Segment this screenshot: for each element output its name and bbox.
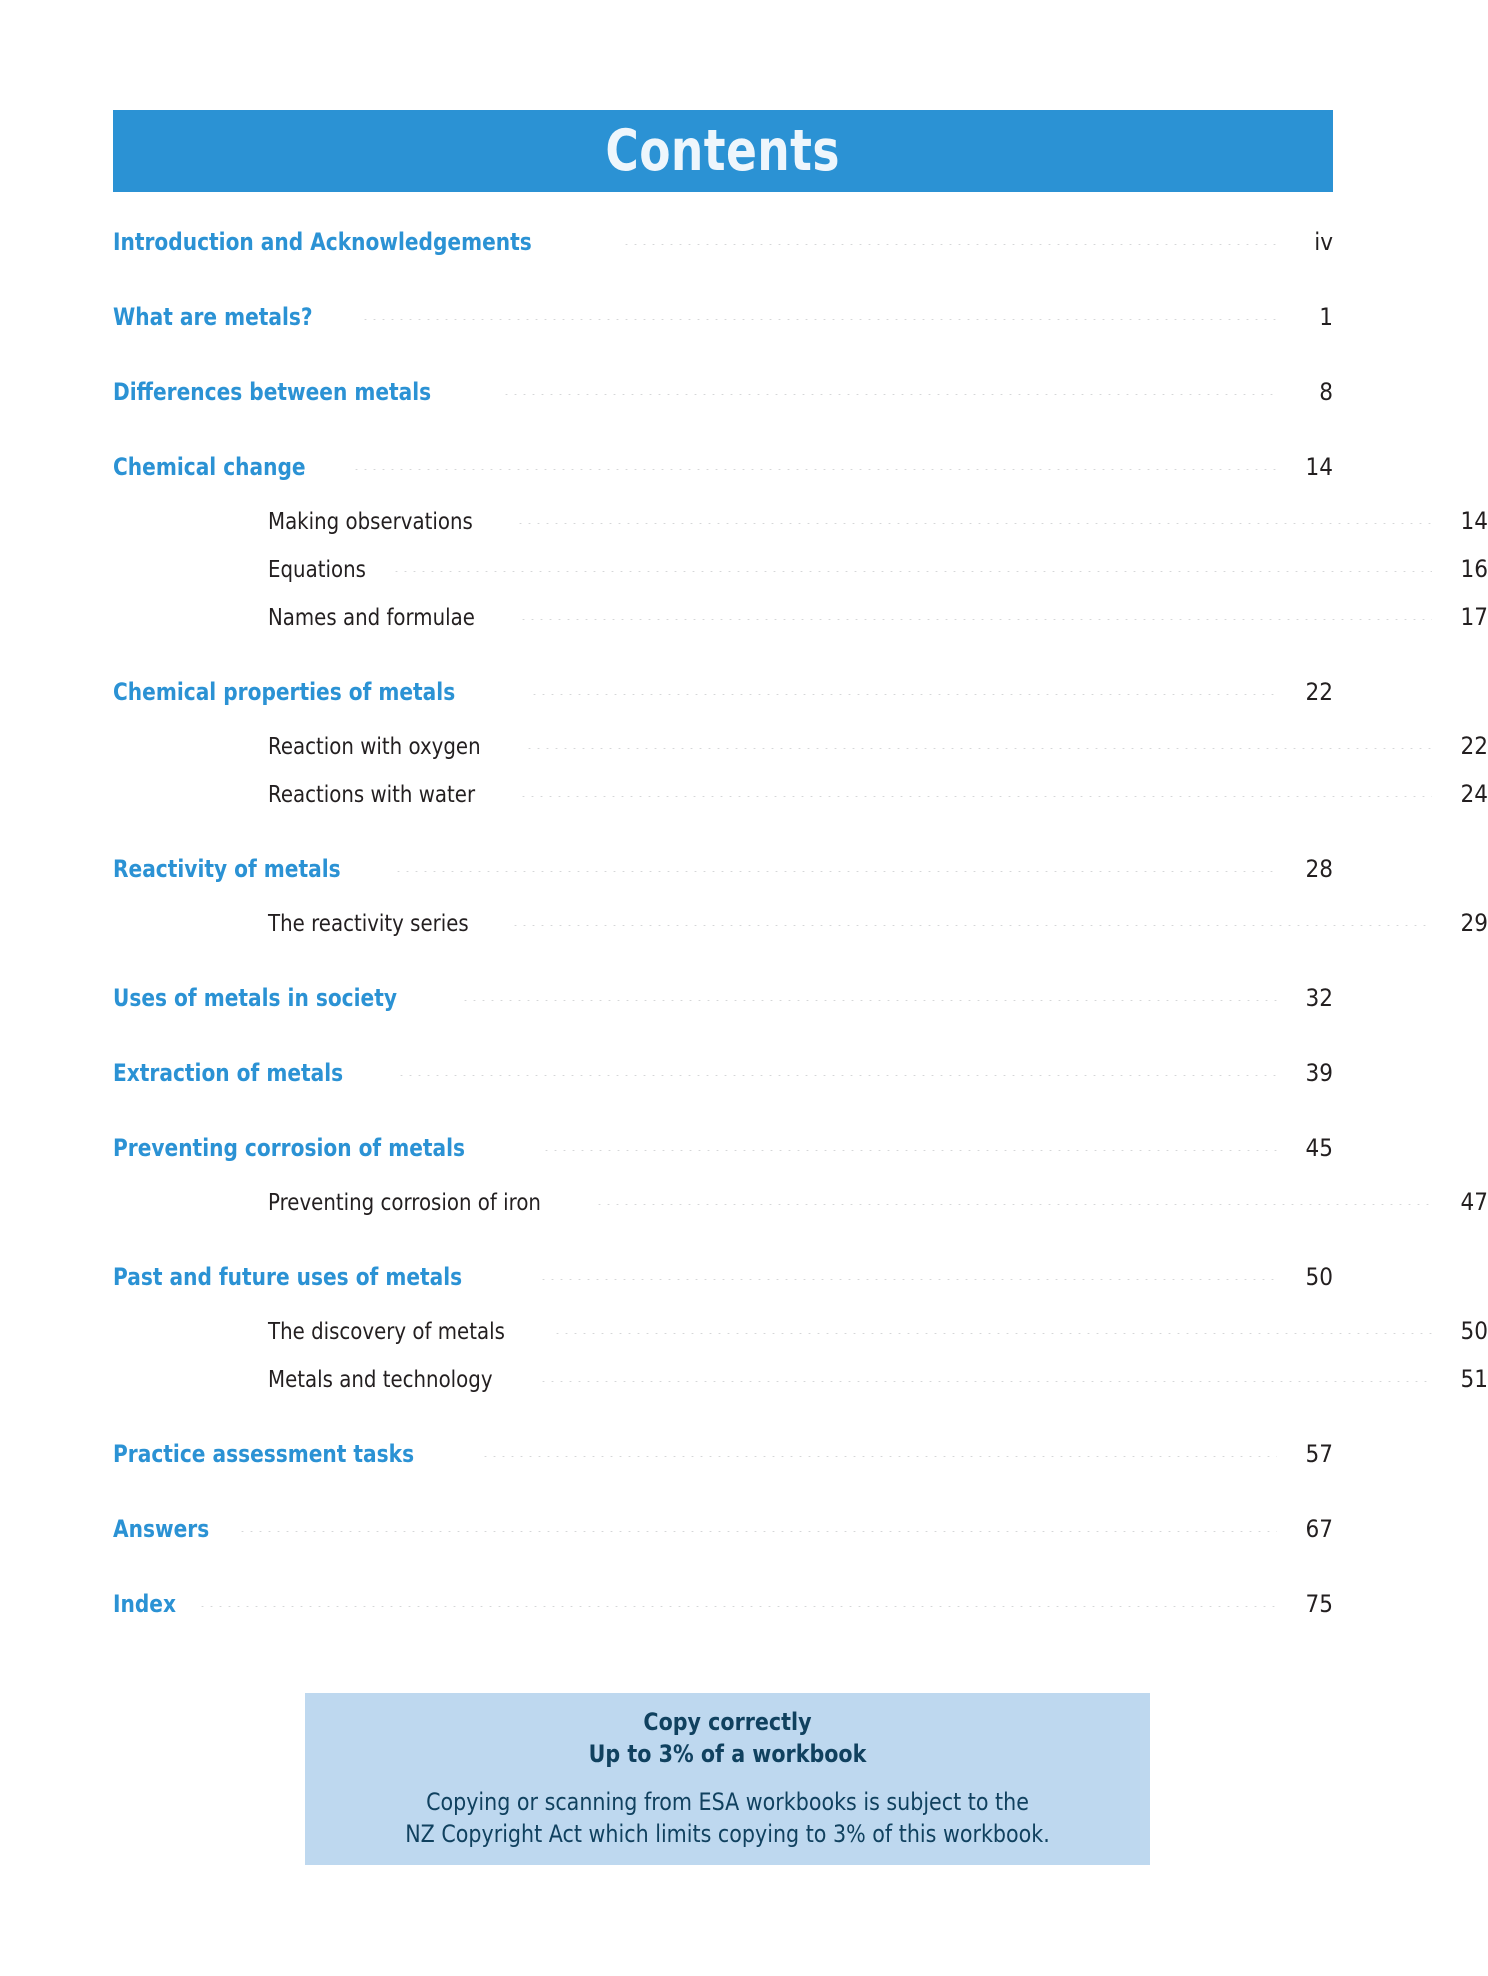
toc-entry[interactable]	[113, 603, 1488, 631]
toc-entry-page-number: 50	[1305, 1263, 1333, 1291]
dot-leader	[461, 1000, 1277, 1001]
dot-leader	[238, 1531, 1277, 1532]
toc-entry-page-number: 47	[1460, 1188, 1488, 1216]
dot-leader	[542, 1150, 1277, 1151]
dot-leader	[361, 319, 1277, 320]
toc-entry-label: Equations	[268, 557, 366, 583]
toc-entry-page-number: 45	[1305, 1134, 1333, 1162]
toc-entry-label: What are metals?	[113, 303, 313, 331]
dot-leader	[539, 1279, 1277, 1280]
toc-entry-label: Chemical change	[113, 453, 306, 481]
toc-entry[interactable]	[113, 678, 1333, 706]
toc-entry[interactable]	[113, 378, 1333, 406]
toc-entry-label: Reaction with oxygen	[268, 734, 481, 760]
toc-entry[interactable]	[113, 984, 1333, 1012]
toc-entry-page-number: 24	[1460, 780, 1488, 808]
copy-notice-body	[364, 1786, 1091, 1851]
copy-correctly-notice	[305, 1693, 1150, 1865]
toc-entry[interactable]	[113, 1188, 1488, 1216]
toc-entry[interactable]	[113, 1317, 1488, 1345]
toc-entry[interactable]	[113, 1515, 1333, 1543]
toc-entry[interactable]	[113, 1440, 1333, 1468]
copy-notice-title: Copy correctly	[643, 1708, 812, 1736]
toc-entry[interactable]	[113, 1365, 1488, 1393]
toc-entry[interactable]	[113, 732, 1488, 760]
toc-entry-label: The reactivity series	[268, 911, 469, 937]
toc-entry-label: Index	[113, 1590, 176, 1618]
dot-leader	[516, 523, 1432, 524]
toc-entry-label: Extraction of metals	[113, 1059, 344, 1087]
toc-entry-label: The discovery of metals	[268, 1319, 505, 1345]
page-title: Contents	[605, 117, 841, 184]
toc-entry-page-number: 28	[1305, 855, 1333, 883]
toc-entry[interactable]	[113, 780, 1488, 808]
toc-entry[interactable]	[113, 1590, 1333, 1618]
copy-notice-body-line-2: NZ Copyright Act which limits copying to 3% of this workbook.	[405, 1820, 1050, 1849]
toc-entry-label: Answers	[113, 1515, 210, 1543]
toc-entry-label: Preventing corrosion of iron	[268, 1190, 541, 1216]
copy-notice-subtitle: Up to 3% of a workbook	[588, 1740, 867, 1768]
dot-leader	[397, 1075, 1277, 1076]
dot-leader	[511, 925, 1432, 926]
toc-entry-label: Making observations	[268, 509, 473, 535]
toc-entry-page-number: 51	[1460, 1365, 1488, 1393]
toc-entry-page-number: 1	[1319, 303, 1333, 331]
dot-leader	[595, 1204, 1432, 1205]
toc-entry-label: Practice assessment tasks	[113, 1440, 415, 1468]
toc-entry-label: Chemical properties of metals	[113, 678, 456, 706]
dot-leader	[352, 469, 1277, 470]
copy-notice-body-line-1: Copying or scanning from ESA workbooks is subject to the	[426, 1787, 1029, 1816]
toc-entry-page-number: 29	[1460, 909, 1488, 937]
dot-leader	[519, 796, 1432, 797]
toc-entry-page-number: 8	[1319, 378, 1333, 406]
toc-entry-page-number: 39	[1305, 1059, 1333, 1087]
toc-entry-page-number: 16	[1460, 555, 1488, 583]
contents-header-banner	[113, 110, 1333, 192]
toc-entry[interactable]	[113, 855, 1333, 883]
toc-entry[interactable]	[113, 228, 1333, 256]
toc-entry-label: Preventing corrosion of metals	[113, 1134, 466, 1162]
toc-entry[interactable]	[113, 909, 1488, 937]
toc-entry-page-number: 67	[1305, 1515, 1333, 1543]
toc-entry-label: Names and formulae	[268, 605, 475, 631]
toc-entry[interactable]	[113, 453, 1333, 481]
toc-entry-page-number: iv	[1314, 228, 1333, 256]
toc-entry[interactable]	[113, 555, 1488, 583]
toc-entry[interactable]	[113, 1134, 1333, 1162]
toc-entry-label: Reactivity of metals	[113, 855, 341, 883]
dot-leader	[530, 694, 1277, 695]
toc-entry-page-number: 22	[1305, 678, 1333, 706]
toc-entry-page-number: 22	[1460, 732, 1488, 760]
dot-leader	[622, 244, 1277, 245]
toc-entry[interactable]	[113, 1263, 1333, 1291]
dot-leader	[539, 1381, 1432, 1382]
toc-entry-label: Introduction and Acknowledgements	[113, 228, 532, 256]
toc-entry-page-number: 57	[1305, 1440, 1333, 1468]
toc-entry-label: Past and future uses of metals	[113, 1263, 463, 1291]
toc-entry-page-number: 17	[1460, 603, 1488, 631]
toc-entry-page-number: 50	[1460, 1317, 1488, 1345]
dot-leader	[525, 748, 1432, 749]
dot-leader	[394, 871, 1277, 872]
toc-entry-label: Reactions with water	[268, 782, 476, 808]
toc-entry-label: Metals and technology	[268, 1367, 493, 1393]
toc-entry[interactable]	[113, 507, 1488, 535]
toc-entry-label: Differences between metals	[113, 378, 432, 406]
dot-leader	[502, 394, 1277, 395]
table-of-contents	[113, 228, 1488, 1618]
dot-leader	[519, 619, 1432, 620]
dot-leader	[481, 1456, 1277, 1457]
toc-entry-page-number: 14	[1305, 453, 1333, 481]
dot-leader	[392, 571, 1432, 572]
dot-leader	[198, 1606, 1277, 1607]
dot-leader	[553, 1333, 1432, 1334]
toc-entry-page-number: 75	[1305, 1590, 1333, 1618]
toc-entry[interactable]	[113, 303, 1333, 331]
toc-entry-label: Uses of metals in society	[113, 984, 397, 1012]
toc-entry-page-number: 32	[1305, 984, 1333, 1012]
toc-entry[interactable]	[113, 1059, 1333, 1087]
toc-entry-page-number: 14	[1460, 507, 1488, 535]
